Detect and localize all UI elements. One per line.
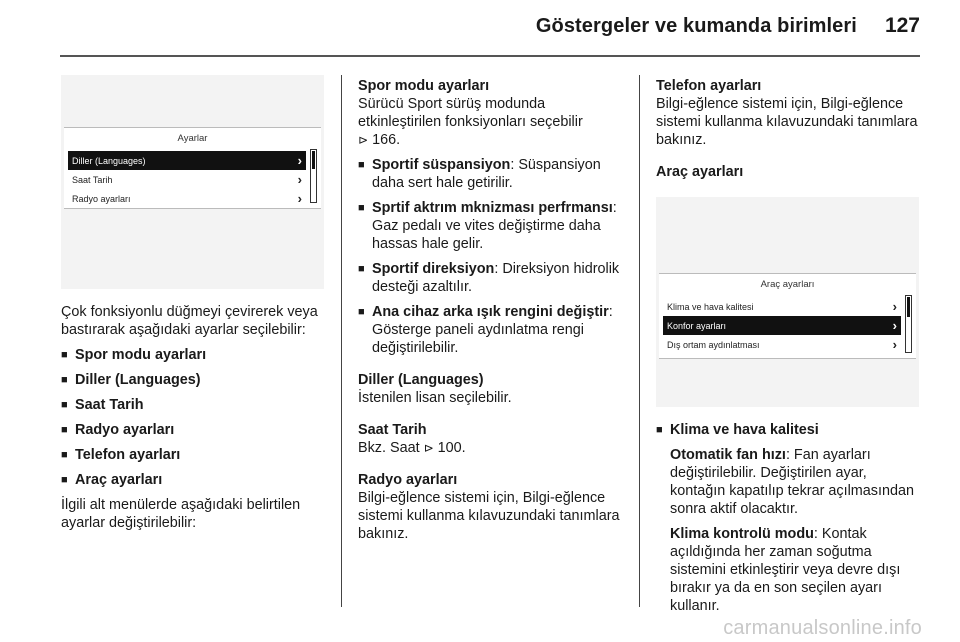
scrollbar xyxy=(310,149,317,203)
column-divider xyxy=(341,75,342,607)
section-heading: Saat Tarih xyxy=(358,422,427,438)
section-text: Bilgi-eğlence sistemi için, Bilgi-eğlence sistemi kullanma kılavuzundaki tanımlara bakınız. xyxy=(656,96,918,148)
sub-item: Otomatik fan hızı: Fan ayarları değiştirilebilir. Değiştirilen ayar, kontağın kapatılıp tekrar açılmasından sonra aktif olacaktır. xyxy=(670,447,914,517)
intro-text: Çok fonksiyonlu düğmeyi çevirerek veya bastırarak aşağıdaki ayarlar seçilebilir: xyxy=(61,304,318,338)
bullet-icon: ■ xyxy=(358,306,365,318)
column-divider xyxy=(639,75,640,607)
bullet-icon: ■ xyxy=(61,449,68,461)
list-item: ■ Sprtif aktrım mknizması perfrmansı: Gaz pedalı ve vites değiştirme daha hassas hale gelir. xyxy=(358,200,617,252)
list-item: ■ Telefon ayarları xyxy=(61,447,181,463)
bullet-icon: ■ xyxy=(358,159,365,171)
menu-item-label: Diller (Languages) xyxy=(72,155,146,166)
bullet-icon: ■ xyxy=(358,263,365,275)
menu-item xyxy=(663,297,901,316)
vehicle-settings-figure xyxy=(656,197,919,407)
section-text: İstenilen lisan seçilebilir. xyxy=(358,390,512,406)
screen-title: Araç ayarları xyxy=(760,279,815,290)
list-item: ■ Spor modu ayarları xyxy=(61,347,207,363)
scrollbar-thumb xyxy=(907,297,910,317)
chevron-right-icon: › xyxy=(297,153,302,168)
menu-item xyxy=(68,151,306,170)
column-3 xyxy=(656,77,924,615)
display-screen xyxy=(64,127,321,209)
bullet-icon: ■ xyxy=(656,424,663,436)
page-reference[interactable]: 100. xyxy=(437,440,466,456)
display-screen xyxy=(659,273,916,359)
bullet-icon: ■ xyxy=(61,349,68,361)
bullet-icon: ■ xyxy=(358,202,365,214)
list-item: ■ Sportif süspansiyon: Süspansiyon daha sert hale getirilir. xyxy=(358,157,601,191)
list-item: ■ Araç ayarları xyxy=(61,472,163,488)
chevron-right-icon: › xyxy=(892,318,897,333)
sub-item: Klima kontrolü modu: Kontak açıldığında her zaman soğutma sistemini etkinleştirir veya devre dışı bırakır ya da en son seçilen ayarı kullanır. xyxy=(670,526,901,614)
menu-item xyxy=(68,170,306,189)
section-heading: Radyo ayarları xyxy=(358,472,458,488)
watermark: carmanualsonline.info xyxy=(723,617,922,639)
section-text: Sürücü Sport sürüş modunda etkinleştirilen fonksiyonları seçebilir ⊳ 166. xyxy=(358,96,583,148)
settings-menu-figure xyxy=(61,75,324,289)
page-number: 127 xyxy=(884,14,920,37)
outro-text: İlgili alt menülerde aşağıdaki belirtilen ayarlar değiştirilebilir: xyxy=(61,497,301,531)
menu-item-label: Radyo ayarları xyxy=(72,193,131,204)
chevron-right-icon: › xyxy=(297,191,302,206)
header-title: Göstergeler ve kumanda birimleri xyxy=(535,15,857,37)
section-heading: Araç ayarları xyxy=(656,164,744,180)
section-text: Bkz. Saat ⊳ 100. xyxy=(358,440,466,456)
list-item: ■ Saat Tarih xyxy=(61,397,144,413)
menu-item-label: Dış ortam aydınlatması xyxy=(667,339,760,350)
section-heading: Spor modu ayarları xyxy=(358,78,490,94)
scrollbar-thumb xyxy=(312,151,315,169)
screen-title: Ayarlar xyxy=(177,133,208,144)
bullet-icon: ■ xyxy=(61,474,68,486)
scrollbar xyxy=(905,295,912,353)
reference-arrow-icon: ⊳ xyxy=(423,441,434,455)
section-heading: Telefon ayarları xyxy=(656,78,762,94)
bullet-icon: ■ xyxy=(61,374,68,386)
menu-item xyxy=(663,335,901,354)
bullet-icon: ■ xyxy=(61,424,68,436)
header-divider xyxy=(60,55,920,57)
section-heading: Diller (Languages) xyxy=(358,372,484,388)
chevron-right-icon: › xyxy=(892,337,897,352)
chevron-right-icon: › xyxy=(297,172,302,187)
list-item: ■ Ana cihaz arka ışık rengini değiştir: Gösterge paneli aydınlatma rengi değiştirilebilir. xyxy=(358,304,613,356)
column-1 xyxy=(61,75,333,532)
menu-item xyxy=(68,189,306,208)
list-item: ■ Klima ve hava kalitesi xyxy=(656,422,819,438)
section-text: Bilgi-eğlence sistemi için, Bilgi-eğlence sistemi kullanma kılavuzundaki tanımlara bakınız. xyxy=(358,490,620,542)
page-header xyxy=(536,14,920,38)
list-item: ■ Sportif direksiyon: Direksiyon hidrolik desteği azaltılır. xyxy=(358,261,620,295)
page-reference[interactable]: 166. xyxy=(372,132,401,148)
column-2 xyxy=(358,77,632,543)
menu-item-label: Klima ve hava kalitesi xyxy=(667,301,754,312)
reference-arrow-icon: ⊳ xyxy=(358,133,369,147)
menu-item xyxy=(663,316,901,335)
menu-item-label: Konfor ayarları xyxy=(667,320,727,331)
list-item: ■ Radyo ayarları xyxy=(61,422,175,438)
list-item: ■ Diller (Languages) xyxy=(61,372,201,388)
bullet-icon: ■ xyxy=(61,399,68,411)
menu-item-label: Saat Tarih xyxy=(72,174,113,185)
chevron-right-icon: › xyxy=(892,299,897,314)
